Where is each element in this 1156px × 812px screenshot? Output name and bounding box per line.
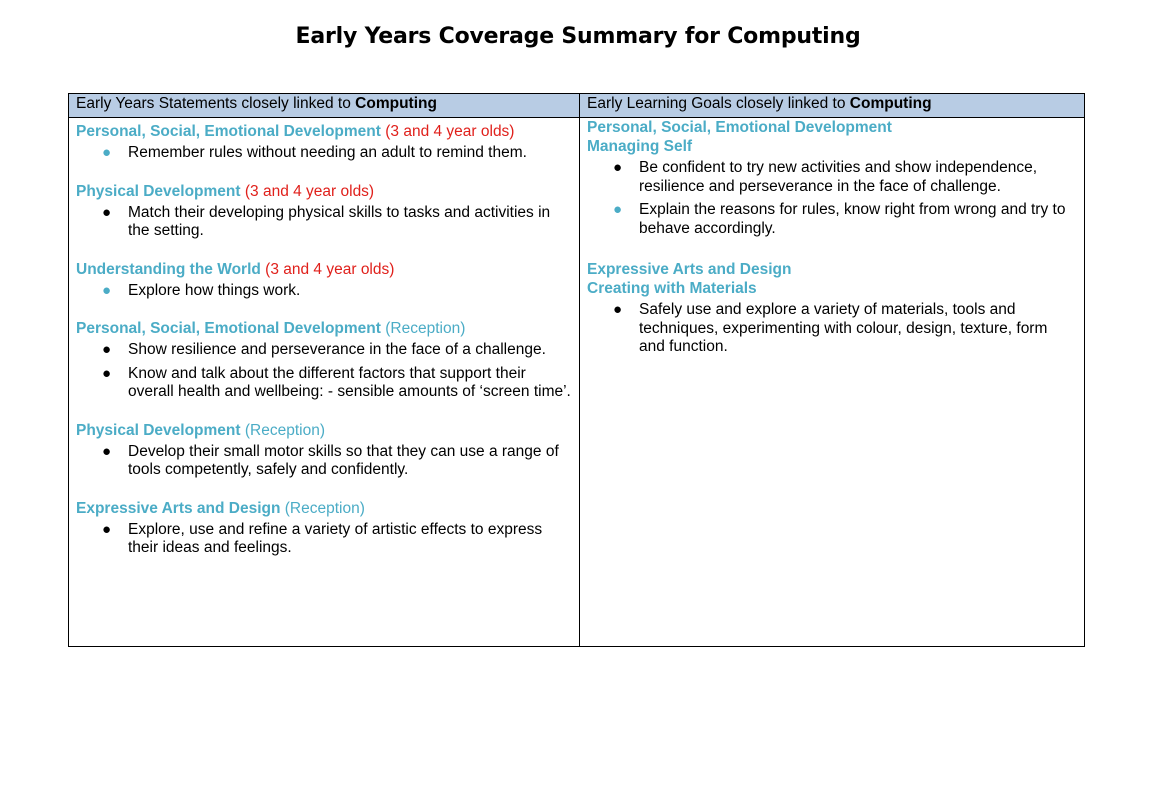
list-item-text: Show resilience and perseverance in the face of a challenge. [128, 341, 546, 358]
bullet-icon: ● [613, 301, 623, 318]
section-heading [76, 260, 572, 279]
list-item-text: Explain the reasons for rules, know right from wrong and try to behave accordingly. [639, 201, 1066, 237]
section-subheading: Managing Self [587, 138, 693, 155]
header-left-bold: Computing [355, 95, 437, 112]
list-item [587, 201, 1077, 238]
bullet-list [76, 144, 572, 163]
left-section [76, 421, 572, 480]
right-section [587, 118, 1077, 238]
section-qualifier: (3 and 4 year olds) [385, 123, 515, 140]
table-header-row [69, 94, 1085, 118]
list-item [76, 144, 572, 163]
list-item [76, 521, 572, 558]
bullet-icon: ● [102, 203, 112, 221]
list-item-text: Develop their small motor skills so that they can use a range of tools competently, safely and confidently. [128, 442, 559, 478]
bullet-icon: ● [102, 144, 112, 161]
list-item-text: Know and talk about the different factors that support their overall health and wellbeing: - sensible amounts of ‘screen time’. [128, 364, 571, 400]
bullet-icon: ● [102, 364, 112, 382]
header-right-bold: Computing [849, 95, 932, 112]
list-item-text: Remember rules without needing an adult to remind them. [128, 144, 527, 161]
coverage-table [68, 93, 1085, 647]
header-left [69, 94, 580, 118]
list-item-text: Match their developing physical skills to tasks and activities in the setting. [128, 203, 551, 239]
section-heading-text: Expressive Arts and Design [76, 499, 281, 517]
left-section [76, 499, 572, 558]
bullet-icon: ● [613, 201, 623, 218]
left-section [76, 182, 572, 241]
bullet-list [76, 443, 572, 480]
section-heading [76, 122, 572, 141]
left-section [76, 319, 572, 402]
section-heading-text: Personal, Social, Emotional Development [76, 320, 381, 337]
list-item-text: Safely use and explore a variety of materials, tools and techniques, experimenting with colour, design, texture, form and function. [639, 301, 1048, 355]
left-section [76, 260, 572, 301]
list-item [76, 282, 572, 301]
list-item-text: Explore, use and refine a variety of artistic effects to express their ideas and feelings. [128, 520, 543, 556]
early-learning-goals-cell [580, 118, 1085, 647]
right-section [587, 260, 1077, 357]
section-subheading: Creating with Materials [587, 280, 757, 297]
header-left-prefix: Early Years Statements closely linked to [76, 95, 356, 112]
bullet-list [76, 521, 572, 558]
section-heading-text: Physical Development [76, 182, 241, 200]
section-heading: Expressive Arts and Design [587, 261, 792, 278]
left-section [76, 122, 572, 163]
bullet-icon: ● [613, 159, 623, 176]
section-heading [76, 499, 572, 518]
section-qualifier: (3 and 4 year olds) [244, 182, 375, 200]
section-heading [76, 319, 572, 338]
bullet-list [587, 159, 1077, 238]
section-qualifier: (Reception) [244, 421, 325, 439]
list-item [76, 204, 572, 241]
bullet-list [76, 204, 572, 241]
section-qualifier: (Reception) [284, 499, 365, 517]
list-item [76, 443, 572, 480]
bullet-list [76, 341, 572, 402]
section-heading-text: Personal, Social, Emotional Development [76, 123, 381, 140]
header-right [580, 94, 1085, 118]
list-item-text: Be confident to try new activities and show independence, resilience and perseverance in the face of challenge. [639, 159, 1038, 195]
header-right-prefix: Early Learning Goals closely linked to [587, 95, 850, 112]
section-heading-text: Understanding the World [76, 260, 261, 278]
bullet-list [587, 301, 1077, 357]
table-body-row [69, 118, 1085, 647]
bullet-icon: ● [102, 281, 112, 299]
section-heading: Personal, Social, Emotional Development [587, 119, 892, 136]
bullet-icon: ● [102, 341, 112, 358]
list-item-text: Explore how things work. [128, 281, 301, 299]
bullet-icon: ● [102, 442, 112, 460]
page-title: Early Years Coverage Summary for Computing [295, 24, 861, 49]
section-qualifier: (Reception) [385, 320, 466, 337]
list-item [76, 341, 572, 360]
early-years-statements-cell [69, 118, 580, 647]
section-heading-text: Physical Development [76, 421, 241, 439]
bullet-list [76, 282, 572, 301]
list-item [76, 365, 572, 402]
section-heading [76, 421, 572, 440]
list-item [587, 159, 1077, 196]
section-heading [76, 182, 572, 201]
bullet-icon: ● [102, 520, 112, 538]
section-qualifier: (3 and 4 year olds) [265, 260, 395, 278]
list-item [587, 301, 1077, 357]
